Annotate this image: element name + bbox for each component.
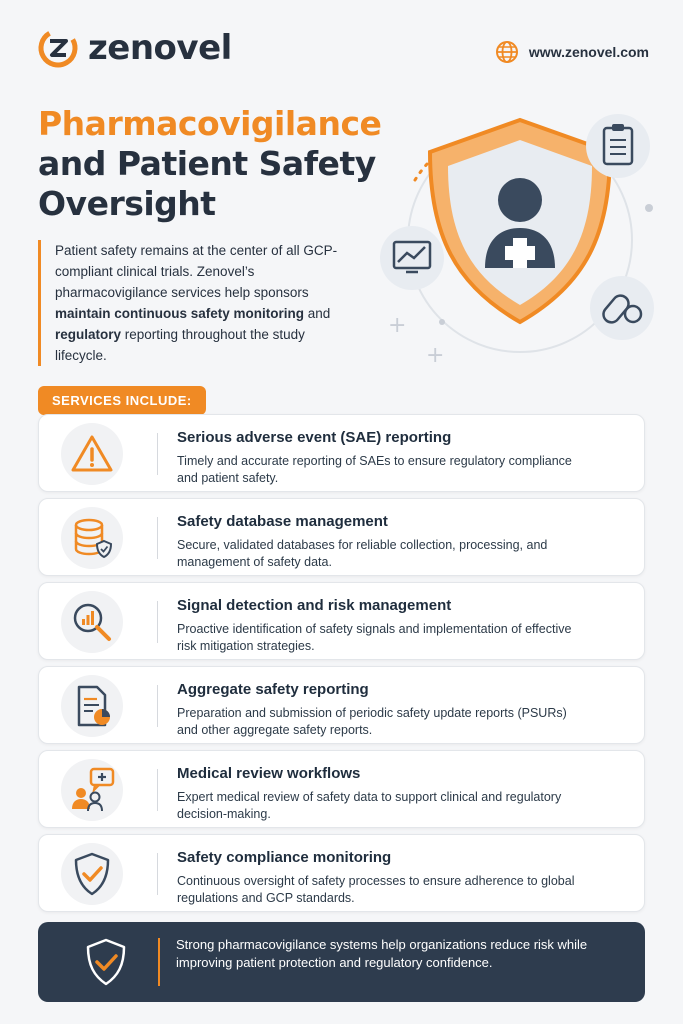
- pills-icon: [590, 276, 654, 340]
- service-title: Safety compliance monitoring: [177, 849, 392, 866]
- service-title: Serious adverse event (SAE) reporting: [177, 429, 452, 446]
- database-shield-icon: [61, 507, 123, 569]
- intro-paragraph: [38, 240, 358, 366]
- service-title: Medical review workflows: [177, 765, 361, 782]
- service-title: Safety database management: [177, 513, 388, 530]
- service-description: Continuous oversight of safety processes to ensure adherence to global regulations and GCP standards.: [177, 874, 575, 905]
- intro-bold-1: maintain continuous safety monitoring: [55, 306, 305, 321]
- service-card-medical-review[interactable]: [38, 750, 645, 828]
- service-card-compliance-monitoring[interactable]: [38, 834, 645, 912]
- service-card-signal-detection[interactable]: [38, 582, 645, 660]
- title-line-1: Pharmacovigilance: [38, 104, 382, 143]
- svg-text:+: +: [426, 343, 445, 368]
- footer-text: Strong pharmacovigilance systems help organizations reduce risk while improving patient protection and regulatory confidence.: [176, 937, 588, 970]
- title-line-2: and Patient Safety: [38, 144, 376, 183]
- page-title: [38, 104, 398, 224]
- shield-check-icon: [78, 934, 134, 990]
- service-card-database[interactable]: [38, 498, 645, 576]
- patient-shield-illustration: [370, 100, 670, 380]
- service-description: Expert medical review of safety data to support clinical and regulatory decision-making.: [177, 790, 562, 821]
- zenovel-logo-icon: [36, 26, 80, 70]
- service-card-sae-reporting[interactable]: [38, 414, 645, 492]
- clipboard-icon: [586, 114, 650, 178]
- service-title: Signal detection and risk management: [177, 597, 452, 614]
- brand-logo[interactable]: [36, 26, 232, 70]
- report-document-icon: [61, 675, 123, 737]
- medical-review-icon: [61, 759, 123, 821]
- globe-icon: [495, 40, 519, 64]
- service-card-aggregate-reporting[interactable]: [38, 666, 645, 744]
- intro-bold-2: regulatory: [55, 327, 122, 342]
- service-description: Timely and accurate reporting of SAEs to ensure regulatory compliance and patient safety.: [177, 454, 572, 485]
- website-url: www.zenovel.com: [528, 44, 649, 60]
- services-badge: SERVICES INCLUDE:: [38, 386, 206, 415]
- brand-name: zenovel: [88, 28, 232, 68]
- website-link[interactable]: [495, 40, 649, 64]
- svg-text:+: +: [388, 313, 407, 338]
- service-description: Secure, validated databases for reliable collection, processing, and management of safety data.: [177, 538, 548, 569]
- service-description: Proactive identification of safety signals and implementation of effective risk mitigation strategies.: [177, 622, 572, 653]
- intro-text-mid: and: [304, 306, 331, 321]
- service-title: Aggregate safety reporting: [177, 681, 369, 698]
- intro-text-end: reporting throughout the study lifecycle.: [55, 327, 305, 363]
- monitor-chart-icon: [380, 226, 444, 290]
- shield-check-icon: [61, 843, 123, 905]
- intro-text-start: Patient safety remains at the center of all GCP-compliant clinical trials. Zenovel’s pharmacovigilance services help sponsors: [55, 243, 338, 300]
- title-line-3: Oversight: [38, 184, 216, 223]
- warning-icon: [61, 423, 123, 485]
- footer-banner: [38, 922, 645, 1002]
- magnifier-chart-icon: [61, 591, 123, 653]
- service-description: Preparation and submission of periodic safety update reports (PSURs) and other aggregate safety reports.: [177, 706, 567, 737]
